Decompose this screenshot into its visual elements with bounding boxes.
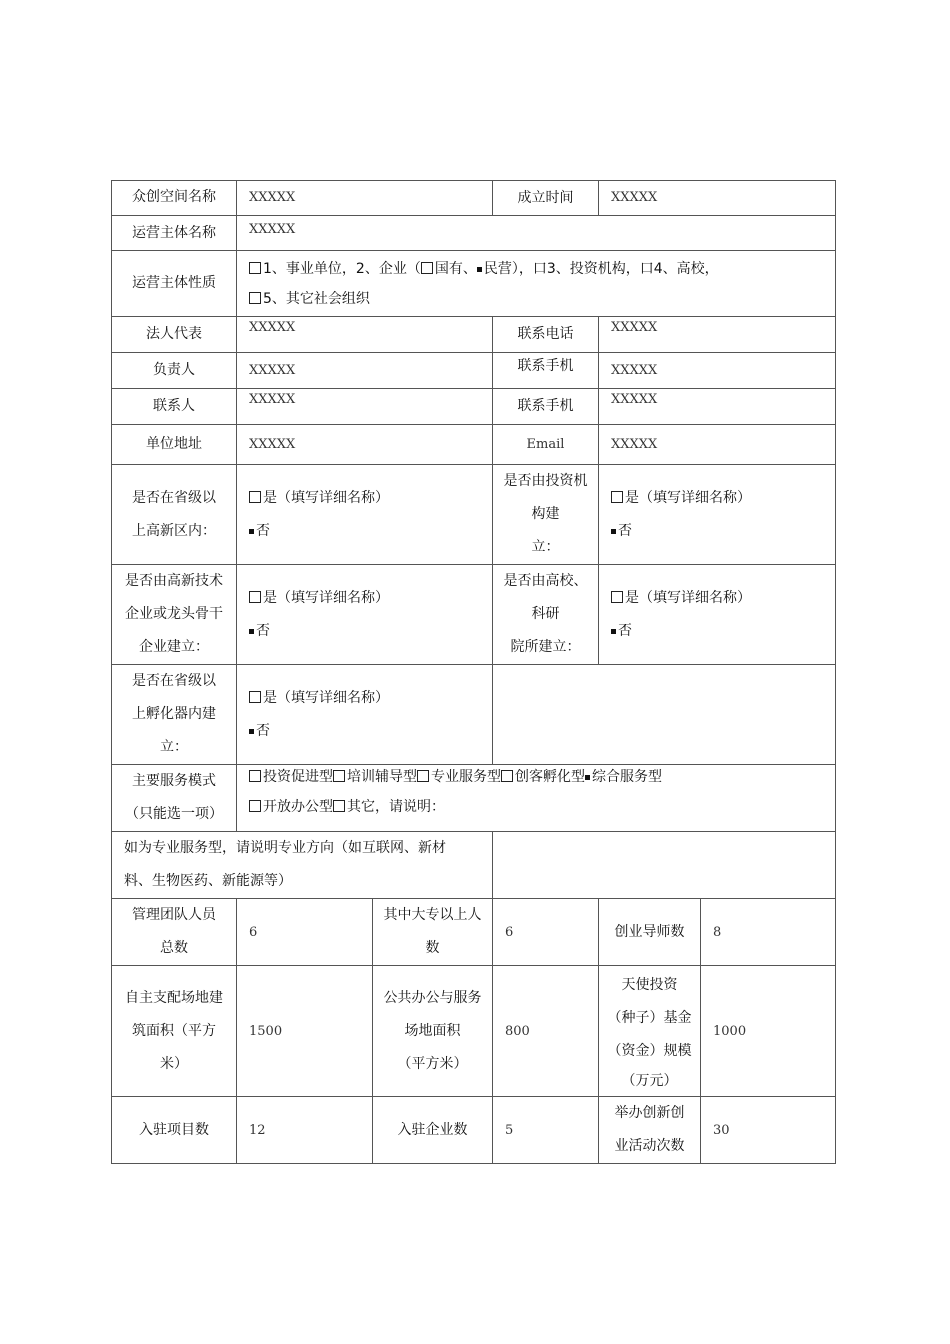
found-date-value[interactable]: XXXXX — [599, 181, 836, 216]
investor-built-label: 是否由投资机构建 立： — [493, 465, 599, 565]
space-name-value[interactable]: XXXXX — [237, 181, 493, 216]
row-legal-rep — [112, 317, 836, 353]
checkbox-unchecked-icon[interactable] — [249, 691, 261, 703]
high-tech-enterprise-label: 是否由高新技术 企业或龙头骨干 企业建立： — [112, 565, 237, 665]
email-value[interactable]: XXXXX — [599, 425, 836, 465]
public-area-label: 公共办公与服务 场地面积 （平方米） — [373, 966, 493, 1097]
angel-fund-value[interactable]: 1000 — [701, 966, 836, 1097]
checkbox-checked-icon[interactable] — [585, 775, 590, 780]
row-incubator — [112, 665, 836, 765]
checkbox-checked-icon[interactable] — [611, 529, 616, 534]
activity-count-label: 举办创新创 业活动次数 — [599, 1097, 701, 1164]
phone-value[interactable]: XXXXX — [599, 317, 836, 353]
college-count-value[interactable]: 6 — [493, 899, 599, 966]
team-size-value[interactable]: 6 — [237, 899, 373, 966]
specialty-label: 如为专业服务型，请说明专业方向（如互联网、新材 料、生物医药、新能源等） — [112, 832, 493, 899]
project-count-value[interactable]: 12 — [237, 1097, 373, 1164]
angel-fund-label: 天使投资 （种子）基金 （资金）规模 （万元） — [599, 966, 701, 1097]
phone-label: 联系电话 — [493, 317, 599, 353]
team-size-label: 管理团队人员 总数 — [112, 899, 237, 966]
operator-nature-options: 1、事业单位，2、企业（ 国有、 民营），口3、投资机构，口4、高校， 5、其它社会组织 — [237, 251, 836, 317]
activity-count-value[interactable]: 30 — [701, 1097, 836, 1164]
contact-value[interactable]: XXXXX — [237, 389, 493, 425]
address-label: 单位地址 — [112, 425, 237, 465]
row-principal — [112, 353, 836, 389]
row-specialty — [112, 832, 836, 899]
mentor-count-value[interactable]: 8 — [701, 899, 836, 966]
row-operator-nature — [112, 251, 836, 317]
legal-rep-label: 法人代表 — [112, 317, 237, 353]
row-area — [112, 966, 836, 1097]
principal-label: 负责人 — [112, 353, 237, 389]
checkbox-checked-icon[interactable] — [477, 267, 482, 272]
operator-name-label: 运营主体名称 — [112, 216, 237, 251]
contact-label: 联系人 — [112, 389, 237, 425]
operator-name-value[interactable]: XXXXX — [237, 216, 836, 251]
contact-mobile-value[interactable]: XXXXX — [599, 389, 836, 425]
company-count-label: 入驻企业数 — [373, 1097, 493, 1164]
row-residents — [112, 1097, 836, 1164]
service-mode-label: 主要服务模式 （只能选一项） — [112, 765, 237, 832]
checkbox-unchecked-icon[interactable] — [421, 262, 433, 274]
checkbox-checked-icon[interactable] — [249, 529, 254, 534]
mentor-count-label: 创业导师数 — [599, 899, 701, 966]
checkbox-unchecked-icon[interactable] — [333, 800, 345, 812]
legal-rep-value[interactable]: XXXXX — [237, 317, 493, 353]
operator-nature-label: 运营主体性质 — [112, 251, 237, 317]
email-label: Email — [493, 425, 599, 465]
project-count-label: 入驻项目数 — [112, 1097, 237, 1164]
incubator-label: 是否在省级以 上孵化器内建 立： — [112, 665, 237, 765]
checkbox-unchecked-icon[interactable] — [611, 591, 623, 603]
checkbox-unchecked-icon[interactable] — [249, 770, 261, 782]
public-area-value[interactable]: 800 — [493, 966, 599, 1097]
address-value[interactable]: XXXXX — [237, 425, 493, 465]
checkbox-unchecked-icon[interactable] — [249, 491, 261, 503]
row-space-name — [112, 181, 836, 216]
checkbox-unchecked-icon[interactable] — [611, 491, 623, 503]
specialty-value[interactable] — [493, 832, 836, 899]
found-date-label: 成立时间 — [493, 181, 599, 216]
row-high-tech-enterprise — [112, 565, 836, 665]
own-area-value[interactable]: 1500 — [237, 966, 373, 1097]
checkbox-unchecked-icon[interactable] — [249, 591, 261, 603]
row-contact — [112, 389, 836, 425]
checkbox-checked-icon[interactable] — [249, 729, 254, 734]
company-count-value[interactable]: 5 — [493, 1097, 599, 1164]
high-tech-enterprise-options: 是（填写详细名称） 否 — [237, 565, 493, 665]
row-address — [112, 425, 836, 465]
principal-value[interactable]: XXXXX — [237, 353, 493, 389]
row-service-mode — [112, 765, 836, 832]
mobile-label: 联系手机 — [493, 353, 599, 389]
checkbox-checked-icon[interactable] — [611, 629, 616, 634]
incubator-options: 是（填写详细名称） 否 — [237, 665, 493, 765]
checkbox-unchecked-icon[interactable] — [417, 770, 429, 782]
investor-built-options: 是（填写详细名称） 否 — [599, 465, 836, 565]
checkbox-unchecked-icon[interactable] — [501, 770, 513, 782]
high-tech-zone-label: 是否在省级以 上高新区内： — [112, 465, 237, 565]
checkbox-unchecked-icon[interactable] — [249, 800, 261, 812]
college-count-label: 其中大专以上人 数 — [373, 899, 493, 966]
checkbox-unchecked-icon[interactable] — [249, 262, 261, 274]
own-area-label: 自主支配场地建 筑面积（平方 米） — [112, 966, 237, 1097]
row-team — [112, 899, 836, 966]
checkbox-unchecked-icon[interactable] — [249, 292, 261, 304]
service-mode-options: 投资促进型 培训辅导型 专业服务型 创客孵化型 综合服务型 开放办公型 其它，请说明： — [237, 765, 836, 832]
contact-mobile-label: 联系手机 — [493, 389, 599, 425]
checkbox-checked-icon[interactable] — [249, 629, 254, 634]
high-tech-zone-options: 是（填写详细名称） 否 — [237, 465, 493, 565]
mobile-value[interactable]: XXXXX — [599, 353, 836, 389]
university-built-label: 是否由高校、科研 院所建立： — [493, 565, 599, 665]
space-name-label: 众创空间名称 — [112, 181, 237, 216]
checkbox-unchecked-icon[interactable] — [333, 770, 345, 782]
university-built-options: 是（填写详细名称） 否 — [599, 565, 836, 665]
row-operator-name — [112, 216, 836, 251]
space-info-form — [111, 180, 836, 1164]
incubator-blank-cell — [493, 665, 836, 765]
row-high-tech-zone — [112, 465, 836, 565]
